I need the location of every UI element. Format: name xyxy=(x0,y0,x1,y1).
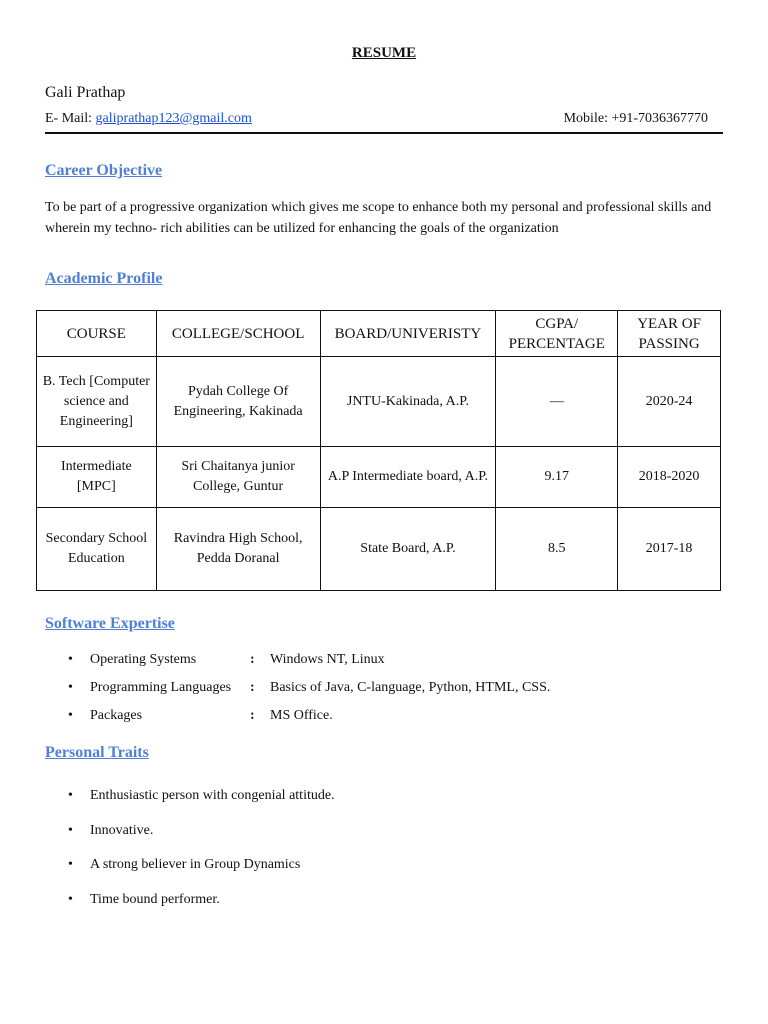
header-cgpa: CGPA/ PERCENTAGE xyxy=(496,311,618,357)
list-item: • A strong believer in Group Dynamics xyxy=(68,857,335,892)
cell-cgpa: 9.17 xyxy=(496,447,618,508)
resume-title: RESUME xyxy=(351,45,417,61)
skill-value: Basics of Java, C-language, Python, HTML, CSS. xyxy=(270,680,551,695)
skill-value: Windows NT, Linux xyxy=(270,652,385,667)
cell-board: A.P Intermediate board, A.P. xyxy=(320,447,496,508)
software-expertise-list xyxy=(68,652,550,736)
skill-label: Programming Languages xyxy=(90,680,232,695)
cell-board: JNTU-Kakinada, A.P. xyxy=(320,357,496,447)
personal-traits-heading: Personal Traits xyxy=(45,744,149,761)
cell-college: Pydah College Of Engineering, Kakinada xyxy=(156,357,320,447)
academic-profile-heading: Academic Profile xyxy=(45,270,163,287)
table-header-row xyxy=(37,311,721,357)
skill-colon: : xyxy=(250,708,255,723)
list-item: • Time bound performer. xyxy=(68,892,335,927)
skill-label: Operating Systems xyxy=(90,652,197,667)
table-row xyxy=(37,447,721,508)
list-item xyxy=(68,652,550,680)
cell-course: Secondary School Education xyxy=(37,508,157,591)
skill-colon: : xyxy=(250,680,255,695)
cell-year: 2018-2020 xyxy=(618,447,721,508)
software-expertise-heading: Software Expertise xyxy=(45,615,175,632)
career-objective-text: To be part of a progressive organization which gives me scope to enhance both my personal and professional skills and wherein my techno- rich abilities can be utilized for enhancing the goals of the organization xyxy=(45,200,712,236)
cell-cgpa: 8.5 xyxy=(496,508,618,591)
email-line xyxy=(45,111,252,127)
candidate-name: Gali Prathap xyxy=(45,84,126,101)
cell-year: 2020-24 xyxy=(618,357,721,447)
email-link[interactable]: galiprathap123@gmail.com xyxy=(95,111,252,126)
table-row xyxy=(37,357,721,447)
contact-row xyxy=(45,110,723,134)
cell-course: Intermediate [MPC] xyxy=(37,447,157,508)
list-item: • Innovative. xyxy=(68,823,335,858)
header-course: COURSE xyxy=(37,311,157,357)
skill-colon: : xyxy=(250,652,255,667)
list-item xyxy=(68,680,550,708)
header-year: YEAR OF PASSING xyxy=(618,311,721,357)
cell-college: Ravindra High School, Pedda Doranal xyxy=(156,508,320,591)
career-objective-heading: Career Objective xyxy=(45,162,163,179)
skill-value: MS Office. xyxy=(270,708,333,723)
cell-course: B. Tech [Computer science and Engineering] xyxy=(37,357,157,447)
cell-board: State Board, A.P. xyxy=(320,508,496,591)
cell-college: Sri Chaitanya junior College, Guntur xyxy=(156,447,320,508)
list-item: • Enthusiastic person with congenial attitude. xyxy=(68,788,335,823)
cell-year: 2017-18 xyxy=(618,508,721,591)
mobile-number: Mobile: +91-7036367770 xyxy=(563,111,708,126)
header-board: BOARD/UNIVERISTY xyxy=(320,311,496,357)
header-college: COLLEGE/SCHOOL xyxy=(156,311,320,357)
table-row xyxy=(37,508,721,591)
cell-cgpa: — xyxy=(496,357,618,447)
list-item xyxy=(68,708,550,736)
email-label: E- Mail: xyxy=(45,111,96,126)
personal-traits-list xyxy=(68,788,335,926)
skill-label: Packages xyxy=(90,708,143,723)
academic-table xyxy=(36,310,721,591)
